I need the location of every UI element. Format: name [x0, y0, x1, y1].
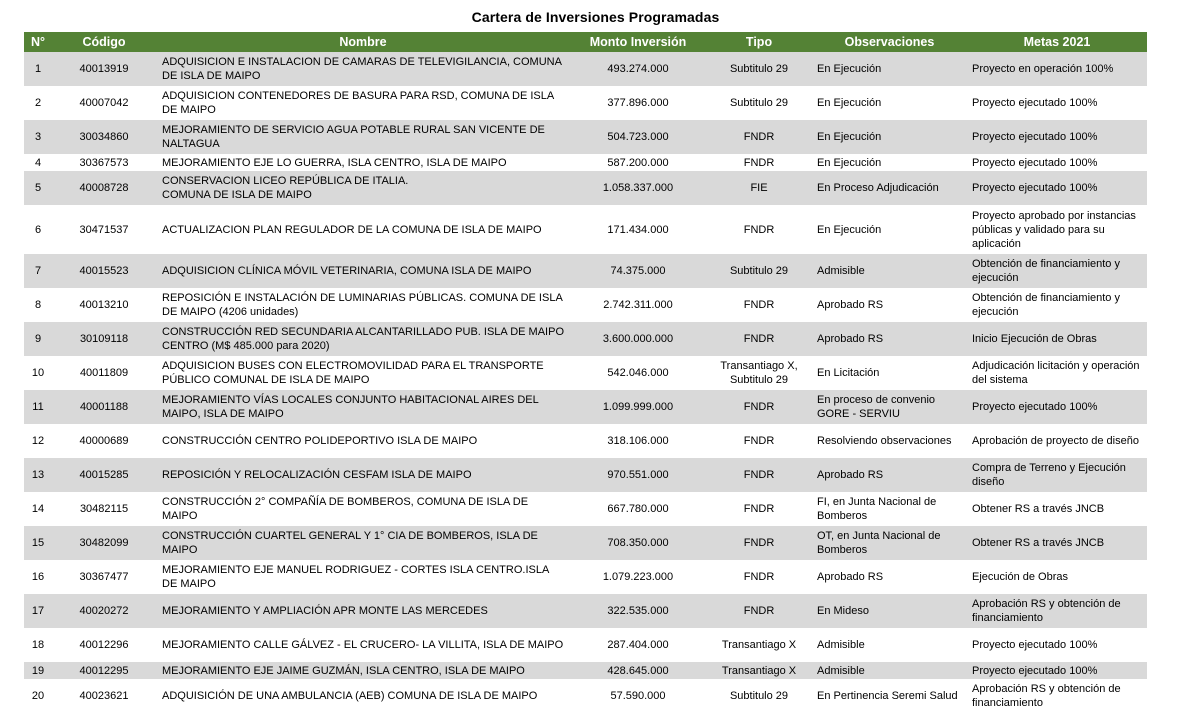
row-meta: Proyecto ejecutado 100% — [967, 390, 1147, 424]
row-monto: 970.551.000 — [570, 458, 706, 492]
row-codigo: 40015523 — [52, 254, 156, 288]
table-row — [24, 458, 1147, 492]
row-tipo: FNDR — [706, 492, 812, 526]
row-monto: 493.274.000 — [570, 52, 706, 86]
row-tipo: FNDR — [706, 458, 812, 492]
row-observaciones: Aprobado RS — [812, 288, 967, 322]
row-tipo: Transantiago X — [706, 628, 812, 662]
row-observaciones: Admisible — [812, 254, 967, 288]
row-codigo: 30471537 — [52, 205, 156, 254]
row-meta: Aprobación de proyecto de diseño — [967, 424, 1147, 458]
row-monto: 57.590.000 — [570, 679, 706, 713]
row-monto: 318.106.000 — [570, 424, 706, 458]
row-nombre: ADQUISICION E INSTALACION DE CAMARAS DE TELEVIGILANCIA, COMUNA DE ISLA DE MAIPO — [156, 52, 570, 86]
table-row — [24, 254, 1147, 288]
header-nombre: Nombre — [156, 32, 570, 52]
row-nombre: MEJORAMIENTO VÍAS LOCALES CONJUNTO HABITACIONAL AIRES DEL MAIPO, ISLA DE MAIPO — [156, 390, 570, 424]
header-num: N° — [24, 32, 52, 52]
table-row — [24, 171, 1147, 205]
row-tipo: FNDR — [706, 390, 812, 424]
table-row — [24, 679, 1147, 713]
row-meta: Aprobación RS y obtención de financiamiento — [967, 594, 1147, 628]
row-num: 5 — [24, 171, 52, 205]
row-tipo: FIE — [706, 171, 812, 205]
row-nombre: MEJORAMIENTO CALLE GÁLVEZ - EL CRUCERO- LA VILLITA, ISLA DE MAIPO — [156, 628, 570, 662]
row-monto: 322.535.000 — [570, 594, 706, 628]
table-row — [24, 526, 1147, 560]
row-tipo: Transantiago X, Subtitulo 29 — [706, 356, 812, 390]
row-observaciones: FI, en Junta Nacional de Bomberos — [812, 492, 967, 526]
row-num: 15 — [24, 526, 52, 560]
row-nombre: MEJORAMIENTO EJE LO GUERRA, ISLA CENTRO, ISLA DE MAIPO — [156, 154, 570, 171]
row-num: 4 — [24, 154, 52, 171]
row-num: 14 — [24, 492, 52, 526]
row-meta: Obtener RS a través JNCB — [967, 526, 1147, 560]
row-codigo: 40023621 — [52, 679, 156, 713]
row-codigo: 40008728 — [52, 171, 156, 205]
row-meta: Obtener RS a través JNCB — [967, 492, 1147, 526]
row-codigo: 40020272 — [52, 594, 156, 628]
row-meta: Obtención de financiamiento y ejecución — [967, 288, 1147, 322]
row-codigo: 40001188 — [52, 390, 156, 424]
row-tipo: FNDR — [706, 560, 812, 594]
row-observaciones: En Ejecución — [812, 86, 967, 120]
row-meta: Adjudicación licitación y operación del sistema — [967, 356, 1147, 390]
row-meta: Proyecto ejecutado 100% — [967, 154, 1147, 171]
row-observaciones: Aprobado RS — [812, 322, 967, 356]
row-num: 18 — [24, 628, 52, 662]
row-nombre: MEJORAMIENTO EJE MANUEL RODRIGUEZ - CORTES ISLA CENTRO.ISLA DE MAIPO — [156, 560, 570, 594]
row-tipo: FNDR — [706, 322, 812, 356]
table-row — [24, 154, 1147, 171]
row-codigo: 40007042 — [52, 86, 156, 120]
row-num: 12 — [24, 424, 52, 458]
row-observaciones: En proceso de convenio GORE - SERVIU — [812, 390, 967, 424]
row-num: 11 — [24, 390, 52, 424]
row-monto: 74.375.000 — [570, 254, 706, 288]
row-observaciones: Admisible — [812, 628, 967, 662]
row-monto: 428.645.000 — [570, 662, 706, 679]
header-observaciones: Observaciones — [812, 32, 967, 52]
row-meta: Proyecto ejecutado 100% — [967, 120, 1147, 154]
row-nombre: ADQUISICIÓN DE UNA AMBULANCIA (AEB) COMUNA DE ISLA DE MAIPO — [156, 679, 570, 713]
row-num: 17 — [24, 594, 52, 628]
row-meta: Proyecto en operación 100% — [967, 52, 1147, 86]
row-meta: Inicio Ejecución de Obras — [967, 322, 1147, 356]
table-row — [24, 86, 1147, 120]
row-tipo: FNDR — [706, 205, 812, 254]
row-observaciones: OT, en Junta Nacional de Bomberos — [812, 526, 967, 560]
header-codigo: Código — [52, 32, 156, 52]
row-monto: 3.600.000.000 — [570, 322, 706, 356]
table-row — [24, 205, 1147, 254]
row-observaciones: En Proceso Adjudicación — [812, 171, 967, 205]
table-row — [24, 322, 1147, 356]
row-codigo: 30482115 — [52, 492, 156, 526]
row-codigo: 30482099 — [52, 526, 156, 560]
row-nombre: CONSTRUCCIÓN CENTRO POLIDEPORTIVO ISLA DE MAIPO — [156, 424, 570, 458]
row-num: 13 — [24, 458, 52, 492]
row-monto: 587.200.000 — [570, 154, 706, 171]
row-tipo: Subtitulo 29 — [706, 52, 812, 86]
row-observaciones: Admisible — [812, 662, 967, 679]
row-codigo: 40015285 — [52, 458, 156, 492]
row-observaciones: En Ejecución — [812, 205, 967, 254]
row-nombre: MEJORAMIENTO DE SERVICIO AGUA POTABLE RURAL SAN VICENTE DE NALTAGUA — [156, 120, 570, 154]
row-tipo: Subtitulo 29 — [706, 86, 812, 120]
table-row — [24, 594, 1147, 628]
row-tipo: Transantiago X — [706, 662, 812, 679]
table-row — [24, 120, 1147, 154]
row-num: 1 — [24, 52, 52, 86]
table-row — [24, 356, 1147, 390]
table-row — [24, 628, 1147, 662]
row-num: 3 — [24, 120, 52, 154]
row-observaciones: En Licitación — [812, 356, 967, 390]
row-observaciones: En Mideso — [812, 594, 967, 628]
row-monto: 1.058.337.000 — [570, 171, 706, 205]
row-tipo: Subtitulo 29 — [706, 679, 812, 713]
row-observaciones: En Pertinencia Seremi Salud — [812, 679, 967, 713]
row-nombre: ADQUISICION CLÍNICA MÓVIL VETERINARIA, COMUNA ISLA DE MAIPO — [156, 254, 570, 288]
row-codigo: 40011809 — [52, 356, 156, 390]
row-tipo: FNDR — [706, 424, 812, 458]
row-codigo: 40012295 — [52, 662, 156, 679]
row-nombre: REPOSICIÓN Y RELOCALIZACIÓN CESFAM ISLA DE MAIPO — [156, 458, 570, 492]
row-codigo: 40013210 — [52, 288, 156, 322]
table-row — [24, 662, 1147, 679]
row-monto: 708.350.000 — [570, 526, 706, 560]
investment-table — [24, 32, 1147, 713]
row-meta: Proyecto ejecutado 100% — [967, 86, 1147, 120]
row-monto: 377.896.000 — [570, 86, 706, 120]
row-nombre: ACTUALIZACION PLAN REGULADOR DE LA COMUNA DE ISLA DE MAIPO — [156, 205, 570, 254]
table-row — [24, 52, 1147, 86]
row-observaciones: En Ejecución — [812, 120, 967, 154]
row-observaciones: En Ejecución — [812, 154, 967, 171]
table-row — [24, 560, 1147, 594]
row-nombre: CONSTRUCCIÓN RED SECUNDARIA ALCANTARILLADO PUB. ISLA DE MAIPO CENTRO (M$ 485.000 para 2020) — [156, 322, 570, 356]
row-nombre: ADQUISICION BUSES CON ELECTROMOVILIDAD PARA EL TRANSPORTE PÚBLICO COMUNAL DE ISLA DE MAIPO — [156, 356, 570, 390]
row-tipo: FNDR — [706, 288, 812, 322]
row-monto: 667.780.000 — [570, 492, 706, 526]
row-meta: Proyecto aprobado por instancias públicas y validado para su aplicación — [967, 205, 1147, 254]
row-observaciones: Aprobado RS — [812, 458, 967, 492]
row-nombre: ADQUISICION CONTENEDORES DE BASURA PARA RSD, COMUNA DE ISLA DE MAIPO — [156, 86, 570, 120]
row-observaciones: Aprobado RS — [812, 560, 967, 594]
page-title: Cartera de Inversiones Programadas — [471, 9, 720, 25]
row-monto: 171.434.000 — [570, 205, 706, 254]
row-meta: Proyecto ejecutado 100% — [967, 171, 1147, 205]
table-header-row — [24, 32, 1147, 52]
row-nombre: CONSTRUCCIÓN 2° COMPAÑÍA DE BOMBEROS, COMUNA DE ISLA DE MAIPO — [156, 492, 570, 526]
row-nombre: MEJORAMIENTO EJE JAIME GUZMÁN, ISLA CENTRO, ISLA DE MAIPO — [156, 662, 570, 679]
row-num: 19 — [24, 662, 52, 679]
header-monto: Monto Inversión — [570, 32, 706, 52]
row-tipo: Subtitulo 29 — [706, 254, 812, 288]
row-monto: 287.404.000 — [570, 628, 706, 662]
row-num: 9 — [24, 322, 52, 356]
row-nombre: MEJORAMIENTO Y AMPLIACIÓN APR MONTE LAS MERCEDES — [156, 594, 570, 628]
row-monto: 504.723.000 — [570, 120, 706, 154]
row-nombre: CONSTRUCCIÓN CUARTEL GENERAL Y 1° CIA DE BOMBEROS, ISLA DE MAIPO — [156, 526, 570, 560]
row-num: 10 — [24, 356, 52, 390]
row-nombre: CONSERVACION LICEO REPÚBLICA DE ITALIA. COMUNA DE ISLA DE MAIPO — [156, 171, 570, 205]
row-meta: Obtención de financiamiento y ejecución — [967, 254, 1147, 288]
table-row — [24, 390, 1147, 424]
row-codigo: 30367573 — [52, 154, 156, 171]
row-monto: 1.099.999.000 — [570, 390, 706, 424]
header-metas: Metas 2021 — [967, 32, 1147, 52]
row-meta: Proyecto ejecutado 100% — [967, 628, 1147, 662]
row-num: 7 — [24, 254, 52, 288]
row-monto: 1.079.223.000 — [570, 560, 706, 594]
row-monto: 542.046.000 — [570, 356, 706, 390]
row-num: 8 — [24, 288, 52, 322]
row-num: 6 — [24, 205, 52, 254]
row-meta: Compra de Terreno y Ejecución diseño — [967, 458, 1147, 492]
row-tipo: FNDR — [706, 120, 812, 154]
header-tipo: Tipo — [706, 32, 812, 52]
row-meta: Ejecución de Obras — [967, 560, 1147, 594]
row-num: 20 — [24, 679, 52, 713]
row-codigo: 30367477 — [52, 560, 156, 594]
row-codigo: 40013919 — [52, 52, 156, 86]
row-num: 2 — [24, 86, 52, 120]
table-row — [24, 492, 1147, 526]
row-codigo: 30109118 — [52, 322, 156, 356]
row-monto: 2.742.311.000 — [570, 288, 706, 322]
row-codigo: 40012296 — [52, 628, 156, 662]
table-row — [24, 288, 1147, 322]
row-num: 16 — [24, 560, 52, 594]
row-tipo: FNDR — [706, 594, 812, 628]
row-meta: Proyecto ejecutado 100% — [967, 662, 1147, 679]
row-tipo: FNDR — [706, 526, 812, 560]
row-observaciones: En Ejecución — [812, 52, 967, 86]
table-row — [24, 424, 1147, 458]
row-meta: Aprobación RS y obtención de financiamiento — [967, 679, 1147, 713]
row-nombre: REPOSICIÓN E INSTALACIÓN DE LUMINARIAS PÚBLICAS. COMUNA DE ISLA DE MAIPO (4206 unidades) — [156, 288, 570, 322]
row-codigo: 30034860 — [52, 120, 156, 154]
row-codigo: 40000689 — [52, 424, 156, 458]
row-tipo: FNDR — [706, 154, 812, 171]
row-observaciones: Resolviendo observaciones — [812, 424, 967, 458]
